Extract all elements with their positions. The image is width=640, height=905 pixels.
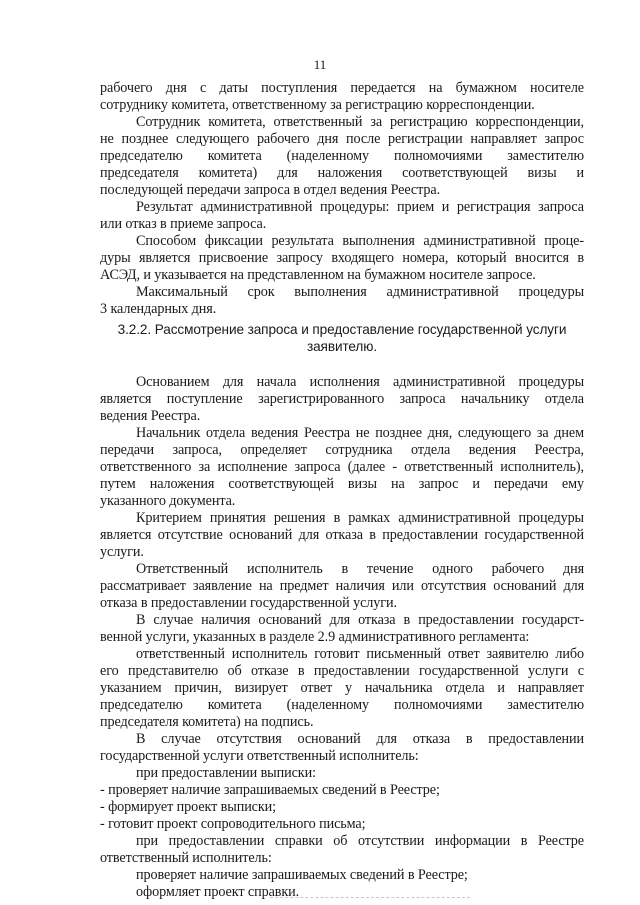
text-line: при предоставлении выписки: [136, 765, 316, 781]
text-line: - проверяет наличие запрашиваемых сведений в Реестре; [100, 782, 440, 798]
section-heading-continued: заявителю. [306, 339, 378, 354]
text-line: 3 календарных дня. [100, 301, 217, 317]
text-line: Критерием принятия решения в рамках административной процедуры [136, 510, 584, 526]
text-line: Ответственный исполнитель в течение одного рабочего дня [136, 561, 584, 577]
text-line: передачи запроса, определяет сотрудника отдела ведения Реестра, [100, 442, 584, 458]
section-heading: 3.2.2. Рассмотрение запроса и предоставление государственной услуги [117, 322, 567, 337]
page-number: 11 [313, 57, 327, 72]
text-line: является поступление зарегистрированного запроса начальнику отдела [100, 391, 584, 407]
text-line: председателю комитета (наделенному полномочиями заместителю [100, 697, 584, 713]
text-line: Способом фиксации результата выполнения административной проце- [136, 233, 584, 249]
text-line: оформляет проект справки. [136, 884, 300, 900]
text-line: рассматривает заявление на предмет наличия или отсутствия оснований для [100, 578, 584, 594]
text-line: Начальник отдела ведения Реестра не позднее дня, следующего за днем [136, 425, 584, 441]
text-line: сотруднику комитета, ответственному за регистрацию корреспонденции. [100, 97, 535, 113]
text-line: ответственный исполнитель: [100, 850, 272, 866]
text-line: В случае наличия оснований для отказа в предоставлении государст- [136, 612, 584, 628]
text-line: ведения Реестра. [100, 408, 201, 424]
bottom-edge-artifact [270, 897, 470, 900]
text-line: путем наложения соответствующей визы на запрос и передачи ему [100, 476, 584, 492]
text-line: АСЭД, и указывается на представленном на бумажном носителе запросе. [100, 267, 536, 283]
text-line: Сотрудник комитета, ответственный за регистрацию корреспонденции, [136, 114, 584, 130]
text-line: рабочего дня с даты поступления передается на бумажном носителе [100, 80, 584, 96]
text-line: при предоставлении справки об отсутствии информации в Реестре [136, 833, 584, 849]
text-line: не позднее следующего рабочего дня после регистрации направляет запрос [100, 131, 584, 147]
text-line: дуры является присвоение запросу входящего номера, который вносится в [100, 250, 584, 266]
text-line: Основанием для начала исполнения административной процедуры [136, 374, 584, 390]
text-line: Максимальный срок выполнения административной процедуры [136, 284, 584, 300]
text-line: - формирует проект выписки; [100, 799, 277, 815]
text-line: венной услуги, указанных в разделе 2.9 административного регламента: [100, 629, 530, 645]
text-line: отказа в предоставлении государственной услуги. [100, 595, 397, 611]
text-line: - готовит проект сопроводительного письма; [100, 816, 366, 832]
text-line: председателя комитета) для наложения соответствующей визы и [100, 165, 584, 181]
text-line: государственной услуги ответственный исполнитель: [100, 748, 419, 764]
text-line: Результат административной процедуры: прием и регистрация запроса [136, 199, 584, 215]
text-line: председателя комитета) на подпись. [100, 714, 314, 730]
text-line: услуги. [100, 544, 144, 560]
text-line: является отсутствие оснований для отказа в предоставлении государственной [100, 527, 584, 543]
text-line: В случае отсутствия оснований для отказа в предоставлении [136, 731, 584, 747]
text-line: указанного документа. [100, 493, 236, 509]
text-line: последующей передачи запроса в отдел ведения Реестра. [100, 182, 441, 198]
text-line: проверяет наличие запрашиваемых сведений в Реестре; [136, 867, 468, 883]
text-line: ответственный исполнитель готовит письменный ответ заявителю либо [136, 646, 584, 662]
text-line: указанием причин, визирует ответ у начальника отдела и направляет [100, 680, 584, 696]
text-line: ответственного за исполнение запроса (далее - ответственный исполнитель), [100, 459, 584, 475]
text-line: председателю комитета (наделенному полномочиями заместителю [100, 148, 584, 164]
text-line: его представителю об отказе в предоставлении государственной услуги с [100, 663, 584, 679]
text-line: или отказ в приеме запроса. [100, 216, 267, 232]
